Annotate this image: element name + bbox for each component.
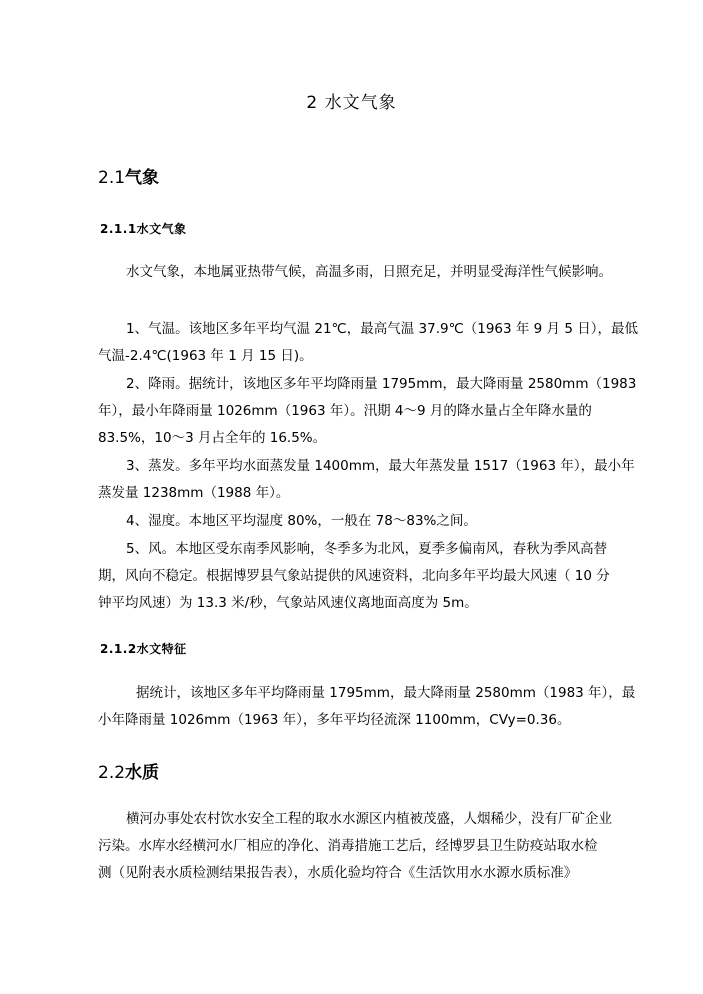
subsection-number: 2.1.2 xyxy=(100,642,137,656)
section-title: 气象 xyxy=(125,168,160,188)
temp-line-1: 1、气温。该地区多年平均气温 21℃，最高气温 37.9℃（1963 年 9 月 5 日），最低 xyxy=(126,321,638,337)
evap-line-2: 蒸发量 1238mm（1988 年）。 xyxy=(98,485,290,501)
section-heading-2-1 xyxy=(98,163,159,188)
hydro-line-2: 小年降雨量 1026mm（1963 年），多年平均径流深 1100mm，CVy=0.36。 xyxy=(98,712,571,728)
wind-line-3: 钟平均风速）为 13.3 米/秒，气象站风速仪离地面高度为 5m。 xyxy=(98,595,478,611)
evap-line-1: 3、蒸发。多年平均水面蒸发量 1400mm，最大年蒸发量 1517（1963 年），最小年 xyxy=(126,458,635,474)
section-number: 2.2 xyxy=(98,763,126,783)
subsection-heading-2-1-1 xyxy=(100,220,187,237)
rain-line-1: 2、降雨。据统计，该地区多年平均降雨量 1795mm，最大降雨量 2580mm（1983 xyxy=(126,376,637,392)
wind-line-2: 期，风向不稳定。根据博罗县气象站提供的风速资料，北向多年平均最大风速（ 10 分 xyxy=(98,568,610,584)
rain-line-3: 83.5%，10～3 月占全年的 16.5%。 xyxy=(98,430,327,446)
section-number: 2.1 xyxy=(98,168,126,188)
paragraph-intro: 水文气象，本地属亚热带气候，高温多雨，日照充足，并明显受海洋性气候影响。 xyxy=(126,264,612,280)
section-heading-2-2 xyxy=(98,758,159,783)
subsection-title: 水文气象 xyxy=(136,222,187,236)
quality-line-3: 测（见附表水质检测结果报告表），水质化验均符合《生活饮用水水源水质标准》 xyxy=(98,865,578,881)
rain-line-2: 年），最小年降雨量 1026mm（1963 年）。汛期 4～9 月的降水量占全年降水量的 xyxy=(98,403,592,419)
temp-line-2: 气温-2.4℃(1963 年 1 月 15 日)。 xyxy=(98,348,313,364)
wind-line-1: 5、风。本地区受东南季风影响，冬季多为北风，夏季多偏南风，春秋为季风高替 xyxy=(126,541,608,557)
hydro-line-1: 据统计，该地区多年平均降雨量 1795mm，最大降雨量 2580mm（1983 年），最 xyxy=(136,685,636,701)
section-title: 水质 xyxy=(125,763,160,783)
subsection-number: 2.1.1 xyxy=(100,222,137,236)
chapter-title: 2 水文气象 xyxy=(306,93,397,113)
quality-line-1: 横河办事处农村饮水安全工程的取水水源区内植被茂盛，人烟稀少，没有厂矿企业 xyxy=(126,811,612,827)
subsection-heading-2-1-2 xyxy=(100,640,187,657)
quality-line-2: 污染。水库水经横河水厂相应的净化、消毒措施工艺后，经博罗县卫生防疫站取水检 xyxy=(98,838,598,854)
subsection-title: 水文特征 xyxy=(136,642,187,656)
humidity-line: 4、湿度。本地区平均湿度 80%，一般在 78～83%之间。 xyxy=(126,513,477,529)
